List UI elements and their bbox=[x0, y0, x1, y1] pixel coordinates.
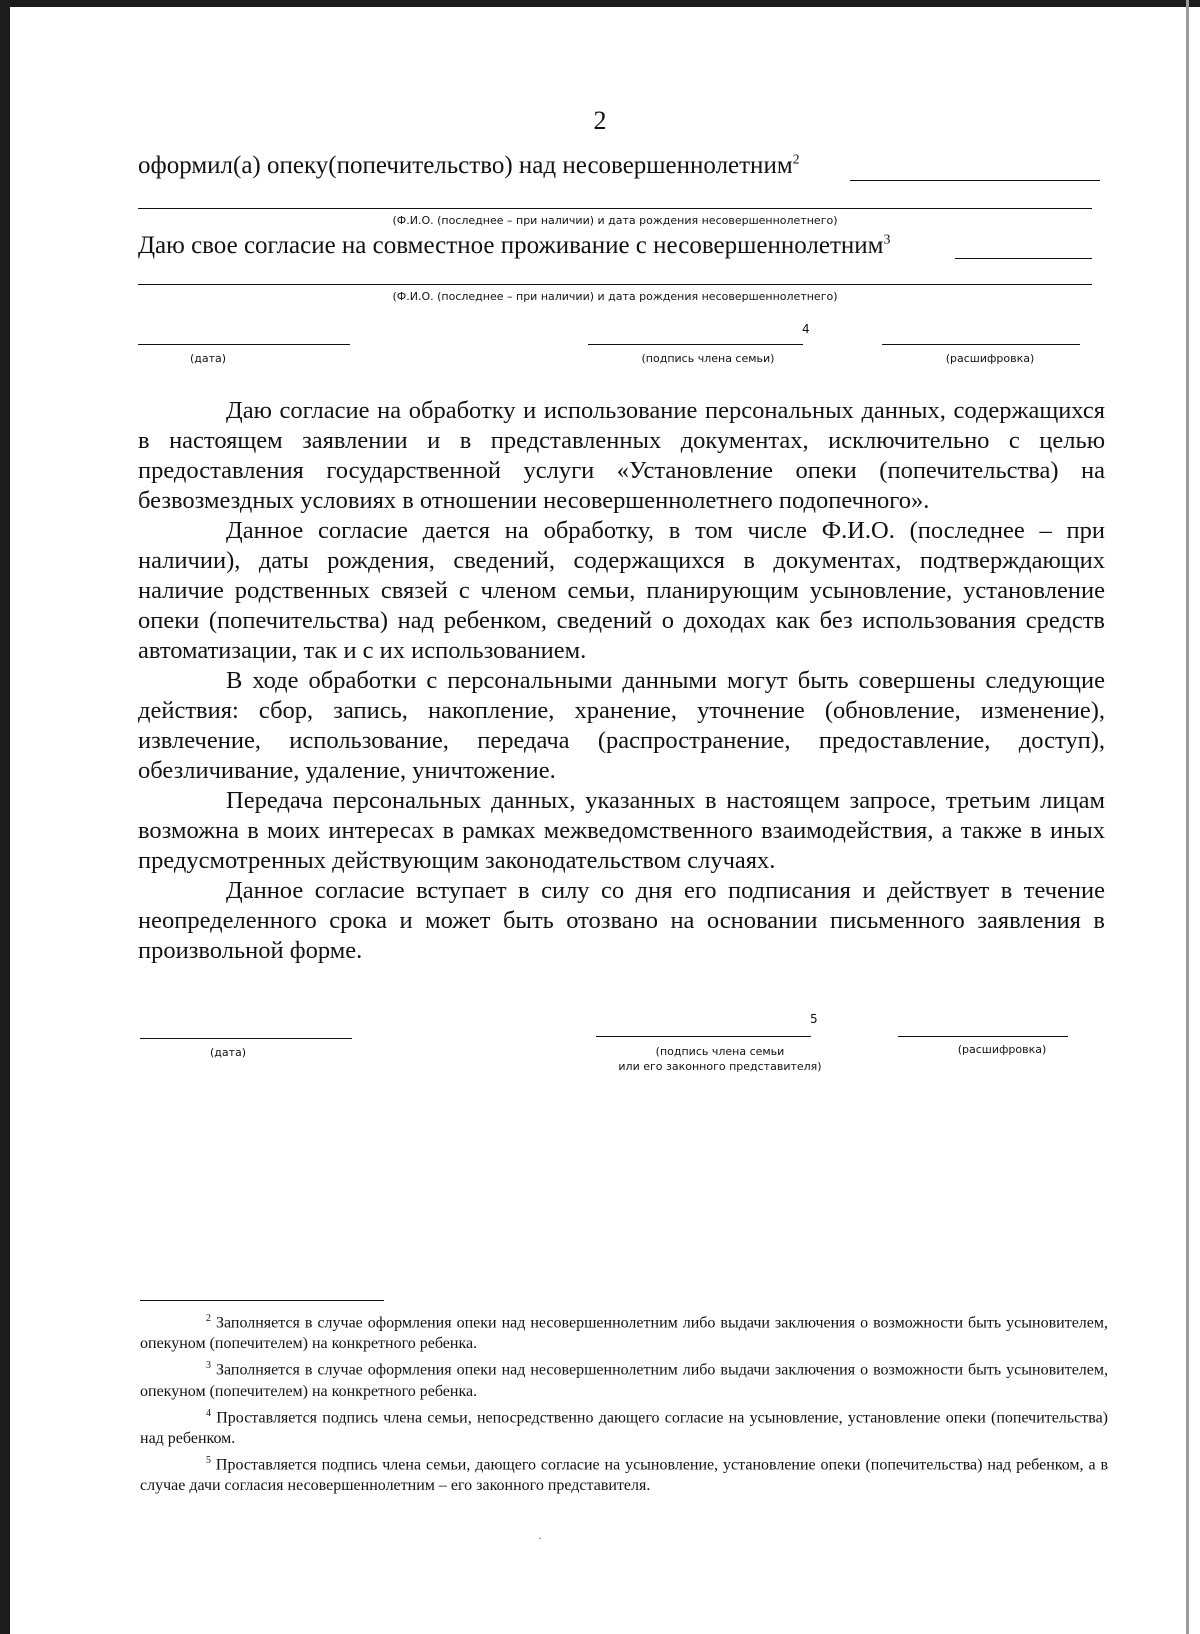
signature-fill-line-2[interactable] bbox=[596, 1036, 811, 1037]
footnote-ref-3: 3 bbox=[883, 232, 891, 248]
decoding-caption-2: (расшифровка) bbox=[957, 1043, 1047, 1056]
footnote-ref-4: 4 bbox=[802, 322, 810, 336]
paragraph-purpose: Даю согласие на обработку и использование персональных данных, содержащихся в настоящем заявлении и в представленных документах, исключительно с целью предоставления государственной услуги «Установление опеки (попечительства) на безвозмездных условиях в отношении несовершеннолетнего подопечного». bbox=[138, 397, 1105, 514]
signature-caption-2a: (подпись члена семьи bbox=[655, 1045, 785, 1058]
decoding-caption-1: (расшифровка) bbox=[945, 352, 1035, 365]
guardianship-fill-line[interactable] bbox=[850, 180, 1100, 181]
decoding-fill-line-2[interactable] bbox=[898, 1036, 1068, 1037]
paragraph-transfer: Передача персональных данных, указанных в настоящем запросе, третьим лицам возможна в моих интересах в рамках межведомственного взаимодействия, а также в иных предусмотренных действующим законодательством случаях. bbox=[138, 787, 1105, 874]
cohabitation-consent-text: Даю свое согласие на совместное проживание с несовершеннолетним bbox=[138, 232, 884, 259]
guardianship-line bbox=[138, 152, 800, 180]
guardianship-line-text: оформил(а) опеку(попечительство) над несовершеннолетним bbox=[138, 152, 793, 179]
consent-body bbox=[138, 396, 1105, 966]
footnote-item bbox=[140, 1308, 1108, 1354]
date-fill-line-2[interactable] bbox=[140, 1038, 352, 1039]
scan-border-left bbox=[0, 0, 10, 1634]
paragraph-scope: Данное согласие дается на обработку, в том числе Ф.И.О. (последнее – при наличии), даты рождения, сведений, содержащихся в документах, подтверждающих наличие родственных связей с членом семьи, планирующим усыновление, установление опеки (попечительства) над ребенком, сведений о доходах как без использования средств автоматизации, так и с их использованием. bbox=[138, 517, 1105, 664]
footnote-mark: 5 bbox=[206, 1454, 211, 1466]
paragraph-validity: Данное согласие вступает в силу со дня его подписания и действует в течение неопределенного срока и может быть отозвано на основании письменного заявления в произвольной форме. bbox=[138, 877, 1105, 964]
footnote-text: Заполняется в случае оформления опеки над несовершеннолетним либо выдачи заключения о возможности быть усыновителем, опекуном (попечителем) на конкретного ребенка. bbox=[140, 1361, 1109, 1400]
fio-caption-2: (Ф.И.О. (последнее – при наличии) и дата рождения несовершеннолетнего) bbox=[392, 290, 838, 303]
footnotes bbox=[140, 1308, 1108, 1497]
scan-border-right bbox=[1186, 0, 1189, 1634]
minor-name-fill-line-2[interactable] bbox=[138, 284, 1092, 285]
paragraph-actions: В ходе обработки с персональными данными могут быть совершены следующие действия: сбор, запись, накопление, хранение, уточнение (обновление, изменение), извлечение, использование, передача (распространение, предоставление, доступ), обезличивание, удаление, уничтожение. bbox=[138, 667, 1105, 784]
footnote-mark: 4 bbox=[206, 1407, 211, 1419]
signature-caption-1: (подпись члена семьи) bbox=[641, 352, 775, 365]
footnote-item bbox=[140, 1355, 1108, 1401]
signature-fill-line-1[interactable] bbox=[588, 344, 803, 345]
fio-caption-1: (Ф.И.О. (последнее – при наличии) и дата рождения несовершеннолетнего) bbox=[392, 214, 838, 227]
page-number: 2 bbox=[593, 106, 607, 135]
date-caption-2: (дата) bbox=[210, 1046, 247, 1059]
footnote-text: Проставляется подпись члена семьи, непосредственно дающего согласие на усыновление, установление опеки (попечительства) над ребенком. bbox=[140, 1408, 1109, 1447]
footnote-text: Заполняется в случае оформления опеки над несовершеннолетним либо выдачи заключения о возможности быть усыновителем, опекуном (попечителем) на конкретного ребенка. bbox=[140, 1314, 1109, 1353]
footnote-mark: 3 bbox=[206, 1360, 211, 1372]
footnote-separator bbox=[140, 1300, 384, 1301]
footnote-ref-2: 2 bbox=[792, 152, 800, 168]
footnote-text: Проставляется подпись члена семьи, дающего согласие на усыновление, установление опеки (попечительства) над ребенком, а в случае дачи согласия несовершеннолетним – его законного представителя. bbox=[140, 1456, 1109, 1495]
cohabitation-consent-line bbox=[138, 232, 890, 260]
cohabitation-fill-line[interactable] bbox=[955, 258, 1092, 259]
footnote-ref-5: 5 bbox=[810, 1012, 818, 1026]
scan-speck: · bbox=[538, 1531, 542, 1545]
date-caption-1: (дата) bbox=[190, 352, 227, 365]
footnote-item bbox=[140, 1450, 1108, 1496]
footnote-item bbox=[140, 1403, 1108, 1449]
scan-border-top bbox=[0, 0, 1200, 7]
footnote-mark: 2 bbox=[206, 1313, 211, 1324]
minor-name-fill-line-1[interactable] bbox=[138, 208, 1092, 209]
date-fill-line-1[interactable] bbox=[138, 344, 350, 345]
signature-caption-2b: или его законного представителя) bbox=[618, 1060, 822, 1073]
decoding-fill-line-1[interactable] bbox=[882, 344, 1080, 345]
